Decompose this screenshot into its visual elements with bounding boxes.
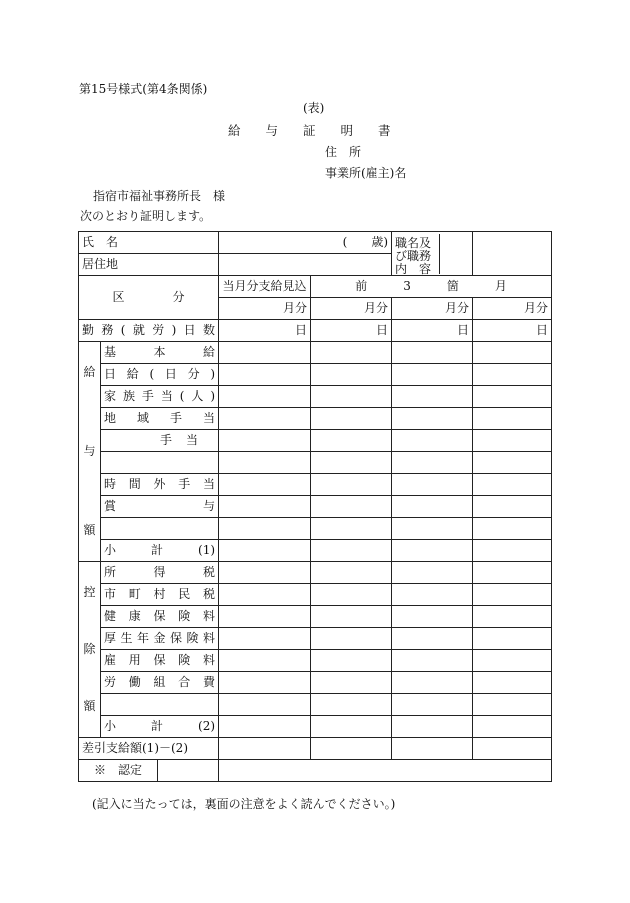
amount-cell[interactable] — [473, 386, 552, 408]
amount-cell[interactable] — [219, 672, 311, 694]
salary-item-label: 手当 — [101, 430, 219, 452]
amount-cell[interactable] — [219, 562, 311, 584]
salary-group-label — [79, 342, 101, 562]
form-number: 第15号様式(第4条関係) — [79, 82, 208, 96]
approval-value-extra[interactable] — [219, 760, 552, 782]
amount-cell[interactable] — [392, 342, 473, 364]
salary-row — [79, 518, 552, 540]
salary-item-label — [101, 452, 219, 474]
amount-cell[interactable] — [473, 430, 552, 452]
approval-label: ※ 認定 — [79, 760, 158, 781]
salary-row — [79, 430, 552, 452]
amount-cell[interactable] — [473, 474, 552, 496]
amount-cell[interactable] — [219, 408, 311, 430]
salary-item-label: 賞与 — [101, 496, 219, 518]
day-unit: 日 — [473, 320, 552, 342]
amount-cell[interactable] — [311, 408, 392, 430]
salary-row — [79, 474, 552, 496]
amount-cell[interactable] — [473, 540, 552, 562]
amount-cell[interactable] — [219, 474, 311, 496]
salary-row — [79, 496, 552, 518]
category-label: 区 分 — [79, 276, 219, 320]
name-row — [79, 232, 552, 254]
current-month-label: 当月分支給見込 — [219, 276, 311, 298]
day-unit: 日 — [219, 320, 311, 342]
position-value[interactable] — [440, 234, 469, 274]
amount-cell[interactable] — [311, 496, 392, 518]
salary-group-char: 与 — [83, 444, 96, 458]
footer-note: (記入に当たっては，裏面の注意をよく読んでください。) — [92, 797, 396, 811]
amount-cell[interactable] — [473, 606, 552, 628]
amount-cell[interactable] — [219, 496, 311, 518]
salary-item-label: 家族手当(人) — [101, 386, 219, 408]
amount-cell[interactable] — [473, 650, 552, 672]
amount-cell[interactable] — [392, 452, 473, 474]
name-age-cell[interactable] — [219, 232, 392, 254]
amount-cell[interactable] — [473, 562, 552, 584]
salary-subtotal-row — [79, 540, 552, 562]
amount-cell[interactable] — [392, 584, 473, 606]
salary-group-char: 額 — [83, 523, 96, 537]
amount-cell[interactable] — [392, 518, 473, 540]
amount-cell[interactable] — [219, 364, 311, 386]
deduction-item-label: 健康保険料 — [101, 606, 219, 628]
intro-text: 次のとおり証明します。 — [80, 209, 212, 223]
deduction-row — [79, 628, 552, 650]
position-value-extra[interactable] — [473, 232, 552, 276]
amount-cell[interactable] — [311, 672, 392, 694]
amount-cell[interactable] — [311, 738, 392, 760]
amount-cell[interactable] — [311, 694, 392, 716]
amount-cell[interactable] — [219, 342, 311, 364]
salary-item-label: 時間外手当 — [101, 474, 219, 496]
addressee: 指宿市福祉事務所長 様 — [93, 189, 226, 203]
amount-cell[interactable] — [473, 584, 552, 606]
deduction-group-label — [79, 562, 101, 738]
name-label: 氏 名 — [79, 232, 219, 254]
amount-cell[interactable] — [219, 540, 311, 562]
amount-cell[interactable] — [311, 540, 392, 562]
month-unit: 月分 — [473, 298, 552, 320]
deduction-group-char: 額 — [83, 699, 96, 713]
amount-cell[interactable] — [392, 650, 473, 672]
net-pay-row — [79, 738, 552, 760]
amount-cell[interactable] — [219, 584, 311, 606]
residence-label: 居住地 — [79, 254, 219, 276]
salary-group-char: 給 — [83, 365, 96, 379]
workdays-row — [79, 320, 552, 342]
amount-cell[interactable] — [473, 628, 552, 650]
front-label: (表) — [303, 101, 325, 115]
period-header-row — [79, 276, 552, 298]
deduction-item-label — [101, 694, 219, 716]
amount-cell[interactable] — [219, 452, 311, 474]
deduction-item-label: 市町村民税 — [101, 584, 219, 606]
amount-cell[interactable] — [219, 716, 311, 738]
amount-cell[interactable] — [311, 628, 392, 650]
day-unit: 日 — [311, 320, 392, 342]
salary-certificate-table — [78, 231, 552, 782]
amount-cell[interactable] — [473, 452, 552, 474]
amount-cell[interactable] — [311, 474, 392, 496]
amount-cell[interactable] — [392, 430, 473, 452]
position-label-2: び職務 — [395, 248, 432, 263]
amount-cell[interactable] — [392, 474, 473, 496]
amount-cell[interactable] — [311, 364, 392, 386]
position-cell — [392, 232, 473, 276]
salary-row — [79, 386, 552, 408]
month-unit: 月分 — [311, 298, 392, 320]
amount-cell[interactable] — [392, 606, 473, 628]
month-unit: 月分 — [219, 298, 311, 320]
deduction-group-char: 控 — [83, 585, 96, 599]
approval-row — [79, 760, 552, 782]
approval-cell — [79, 760, 219, 782]
deduction-subtotal-label: 小 計 (2) — [101, 716, 219, 738]
amount-cell[interactable] — [392, 694, 473, 716]
amount-cell[interactable] — [311, 584, 392, 606]
amount-cell[interactable] — [392, 540, 473, 562]
amount-cell[interactable] — [311, 606, 392, 628]
deduction-item-label: 労働組合費 — [101, 672, 219, 694]
salary-row — [79, 408, 552, 430]
net-pay-label: 差引支給額(1)－(2) — [79, 738, 219, 760]
salary-row — [79, 342, 552, 364]
amount-cell[interactable] — [311, 342, 392, 364]
deduction-row — [79, 562, 552, 584]
amount-cell[interactable] — [392, 628, 473, 650]
residence-value[interactable] — [219, 254, 392, 276]
amount-cell[interactable] — [311, 430, 392, 452]
amount-cell[interactable] — [392, 716, 473, 738]
deduction-row — [79, 606, 552, 628]
amount-cell[interactable] — [392, 364, 473, 386]
amount-cell[interactable] — [311, 562, 392, 584]
amount-cell[interactable] — [473, 694, 552, 716]
salary-row — [79, 452, 552, 474]
salary-item-label: 日給(日分) — [101, 364, 219, 386]
amount-cell[interactable] — [473, 738, 552, 760]
amount-cell[interactable] — [473, 672, 552, 694]
amount-cell[interactable] — [392, 496, 473, 518]
amount-cell[interactable] — [473, 518, 552, 540]
amount-cell[interactable] — [392, 738, 473, 760]
deduction-row — [79, 584, 552, 606]
workdays-label: 勤務(就労)日数 — [79, 320, 219, 342]
amount-cell[interactable] — [473, 408, 552, 430]
amount-cell[interactable] — [392, 672, 473, 694]
amount-cell[interactable] — [311, 518, 392, 540]
amount-cell[interactable] — [219, 650, 311, 672]
page-title: 給 与 証 明 書 — [228, 123, 391, 138]
deduction-row — [79, 694, 552, 716]
amount-cell[interactable] — [219, 386, 311, 408]
prev-months-label: 前 3 箇 月 — [311, 276, 552, 298]
amount-cell[interactable] — [473, 364, 552, 386]
salary-item-label: 地域手当 — [101, 408, 219, 430]
amount-cell[interactable] — [311, 650, 392, 672]
amount-cell[interactable] — [311, 386, 392, 408]
amount-cell[interactable] — [311, 452, 392, 474]
amount-cell[interactable] — [473, 716, 552, 738]
salary-item-label — [101, 518, 219, 540]
amount-cell[interactable] — [311, 716, 392, 738]
amount-cell[interactable] — [392, 408, 473, 430]
address-label: 住 所 — [325, 145, 362, 159]
salary-item-label: 基 本 給 — [101, 342, 219, 364]
salary-subtotal-label: 小 計 (1) — [101, 540, 219, 562]
amount-cell[interactable] — [392, 386, 473, 408]
day-unit: 日 — [392, 320, 473, 342]
deduction-row — [79, 650, 552, 672]
position-label-3: 内 容 — [395, 261, 432, 276]
amount-cell[interactable] — [473, 342, 552, 364]
deduction-item-label: 雇用保険料 — [101, 650, 219, 672]
amount-cell[interactable] — [473, 496, 552, 518]
deduction-item-label: 所得税 — [101, 562, 219, 584]
deduction-subtotal-row — [79, 716, 552, 738]
amount-cell[interactable] — [219, 606, 311, 628]
amount-cell[interactable] — [219, 738, 311, 760]
amount-cell[interactable] — [219, 628, 311, 650]
age-label: ( 歳) — [342, 235, 389, 249]
salary-row — [79, 364, 552, 386]
deduction-item-label: 厚生年金保険料 — [101, 628, 219, 650]
position-label-1: 職名及 — [395, 235, 432, 250]
approval-value[interactable] — [158, 760, 218, 781]
month-unit: 月分 — [392, 298, 473, 320]
amount-cell[interactable] — [219, 430, 311, 452]
deduction-row — [79, 672, 552, 694]
employer-label: 事業所(雇主)名 — [325, 166, 407, 180]
amount-cell[interactable] — [219, 518, 311, 540]
amount-cell[interactable] — [392, 562, 473, 584]
deduction-group-char: 除 — [83, 642, 96, 656]
amount-cell[interactable] — [219, 694, 311, 716]
